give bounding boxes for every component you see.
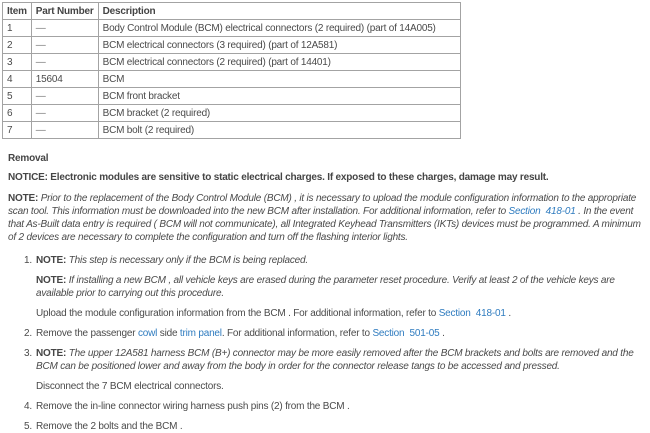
table-cell: 3 xyxy=(3,54,32,71)
step-paragraph xyxy=(36,400,642,413)
step-item xyxy=(8,420,642,433)
column-header-description: Description xyxy=(98,3,460,20)
step-paragraph xyxy=(36,420,642,433)
table-row xyxy=(3,54,461,71)
table-cell: Body Control Module (BCM) electrical connectors (2 required) (part of 14A005) xyxy=(98,20,460,37)
text-segment: NOTE: xyxy=(36,275,69,286)
step-item xyxy=(8,327,642,340)
inline-link[interactable]: Section 418-01 xyxy=(438,308,506,319)
table-cell: 2 xyxy=(3,37,32,54)
step-body xyxy=(36,420,642,433)
step-paragraph xyxy=(36,307,642,320)
text-segment: NOTE: xyxy=(36,348,69,359)
step-body xyxy=(36,400,642,413)
inline-link[interactable]: Section 501-05 xyxy=(372,328,440,339)
notice-paragraph xyxy=(8,171,642,184)
step-item xyxy=(8,400,642,413)
text-segment: NOTICE: Electronic modules are sensitive to static electrical charges. If exposed to these charges, damage may result. xyxy=(8,172,549,183)
step-item xyxy=(8,254,642,320)
table-cell: 4 xyxy=(3,71,32,88)
table-cell: BCM xyxy=(98,71,460,88)
steps-list xyxy=(8,254,642,433)
step-number: 4. xyxy=(24,401,32,412)
table-row xyxy=(3,88,461,105)
table-cell: BCM electrical connectors (2 required) (part of 14401) xyxy=(98,54,460,71)
step-body xyxy=(36,347,642,393)
step-paragraph xyxy=(36,254,642,267)
inline-link[interactable]: Section 418-01 xyxy=(508,206,576,217)
step-body xyxy=(36,327,642,340)
text-segment: . In the event that As-Built data entry is required ( BCM will not communicate), all Integrated Keyhead Transmitters (IKTs) devices must be programmed. A minimum of 2 devices are necessary to complete the configuration and turn off the flashing interior lights. xyxy=(8,206,641,243)
step-number: 3. xyxy=(24,348,32,359)
step-paragraph xyxy=(36,274,642,300)
section-heading: Removal xyxy=(8,153,49,164)
text-segment: Remove the passenger xyxy=(36,328,138,339)
parts-table xyxy=(2,2,461,139)
table-cell: BCM bolt (2 required) xyxy=(98,122,460,139)
column-header-item: Item xyxy=(3,3,32,20)
text-segment: Remove the in-line connector wiring harness push pins (2) from the BCM . xyxy=(36,401,350,412)
table-row xyxy=(3,105,461,122)
text-segment: Prior to the replacement of the Body Control Module (BCM) , it is necessary to upload the module configuration information to the appropriate scan tool. This information must be downloaded into the new BCM after installation. For additional information, refer to xyxy=(8,193,637,217)
table-cell: BCM electrical connectors (3 required) (part of 12A581) xyxy=(98,37,460,54)
inline-link[interactable]: trim panel xyxy=(179,328,222,339)
text-segment: side xyxy=(157,328,180,339)
table-header-row xyxy=(3,3,461,20)
table-cell: 1 xyxy=(3,20,32,37)
parts-table-body xyxy=(3,20,461,139)
table-cell: BCM front bracket xyxy=(98,88,460,105)
column-header-part-number: Part Number xyxy=(31,3,98,20)
table-cell: — xyxy=(31,122,98,139)
table-row xyxy=(3,122,461,139)
table-cell: 15604 xyxy=(31,71,98,88)
text-segment: . For additional information, refer to xyxy=(221,328,373,339)
text-segment: Disconnect the 7 BCM electrical connectors. xyxy=(36,381,224,392)
table-row xyxy=(3,71,461,88)
text-segment: NOTE: xyxy=(8,193,41,204)
table-cell: 6 xyxy=(3,105,32,122)
step-paragraph xyxy=(36,380,642,393)
table-cell: 5 xyxy=(3,88,32,105)
text-segment: NOTE: xyxy=(36,255,69,266)
step-number: 2. xyxy=(24,328,32,339)
table-row xyxy=(3,20,461,37)
inline-link[interactable]: cowl xyxy=(137,328,158,339)
table-cell: — xyxy=(31,88,98,105)
text-segment: . xyxy=(505,308,511,319)
text-segment: . xyxy=(439,328,445,339)
step-paragraph xyxy=(36,347,642,373)
step-item xyxy=(8,347,642,393)
table-cell: — xyxy=(31,105,98,122)
document-body xyxy=(0,152,650,433)
table-cell: — xyxy=(31,20,98,37)
table-cell: — xyxy=(31,54,98,71)
table-cell: 7 xyxy=(3,122,32,139)
step-number: 1. xyxy=(24,255,32,266)
text-segment: If installing a new BCM , all vehicle keys are erased during the parameter reset procedure. Verify at least 2 of the vehicle keys are available prior to carrying out this procedure. xyxy=(36,275,615,299)
text-segment: The upper 12A581 harness BCM (B+) connector may be more easily removed after the BCM brackets and bolts are removed and the BCM can be positioned lower and away from the body in order for the connector release tangs to be accessed and pressed. xyxy=(36,348,634,372)
intro-note-paragraph xyxy=(8,192,642,244)
table-row xyxy=(3,37,461,54)
text-segment: Upload the module configuration information from the BCM . For additional information, refer to xyxy=(36,308,439,319)
text-segment: This step is necessary only if the BCM is being replaced. xyxy=(68,255,308,266)
step-paragraph xyxy=(36,327,642,340)
step-number: 5. xyxy=(24,421,32,432)
table-cell: BCM bracket (2 required) xyxy=(98,105,460,122)
text-segment: Remove the 2 bolts and the BCM . xyxy=(36,421,183,432)
table-cell: — xyxy=(31,37,98,54)
step-body xyxy=(36,254,642,320)
